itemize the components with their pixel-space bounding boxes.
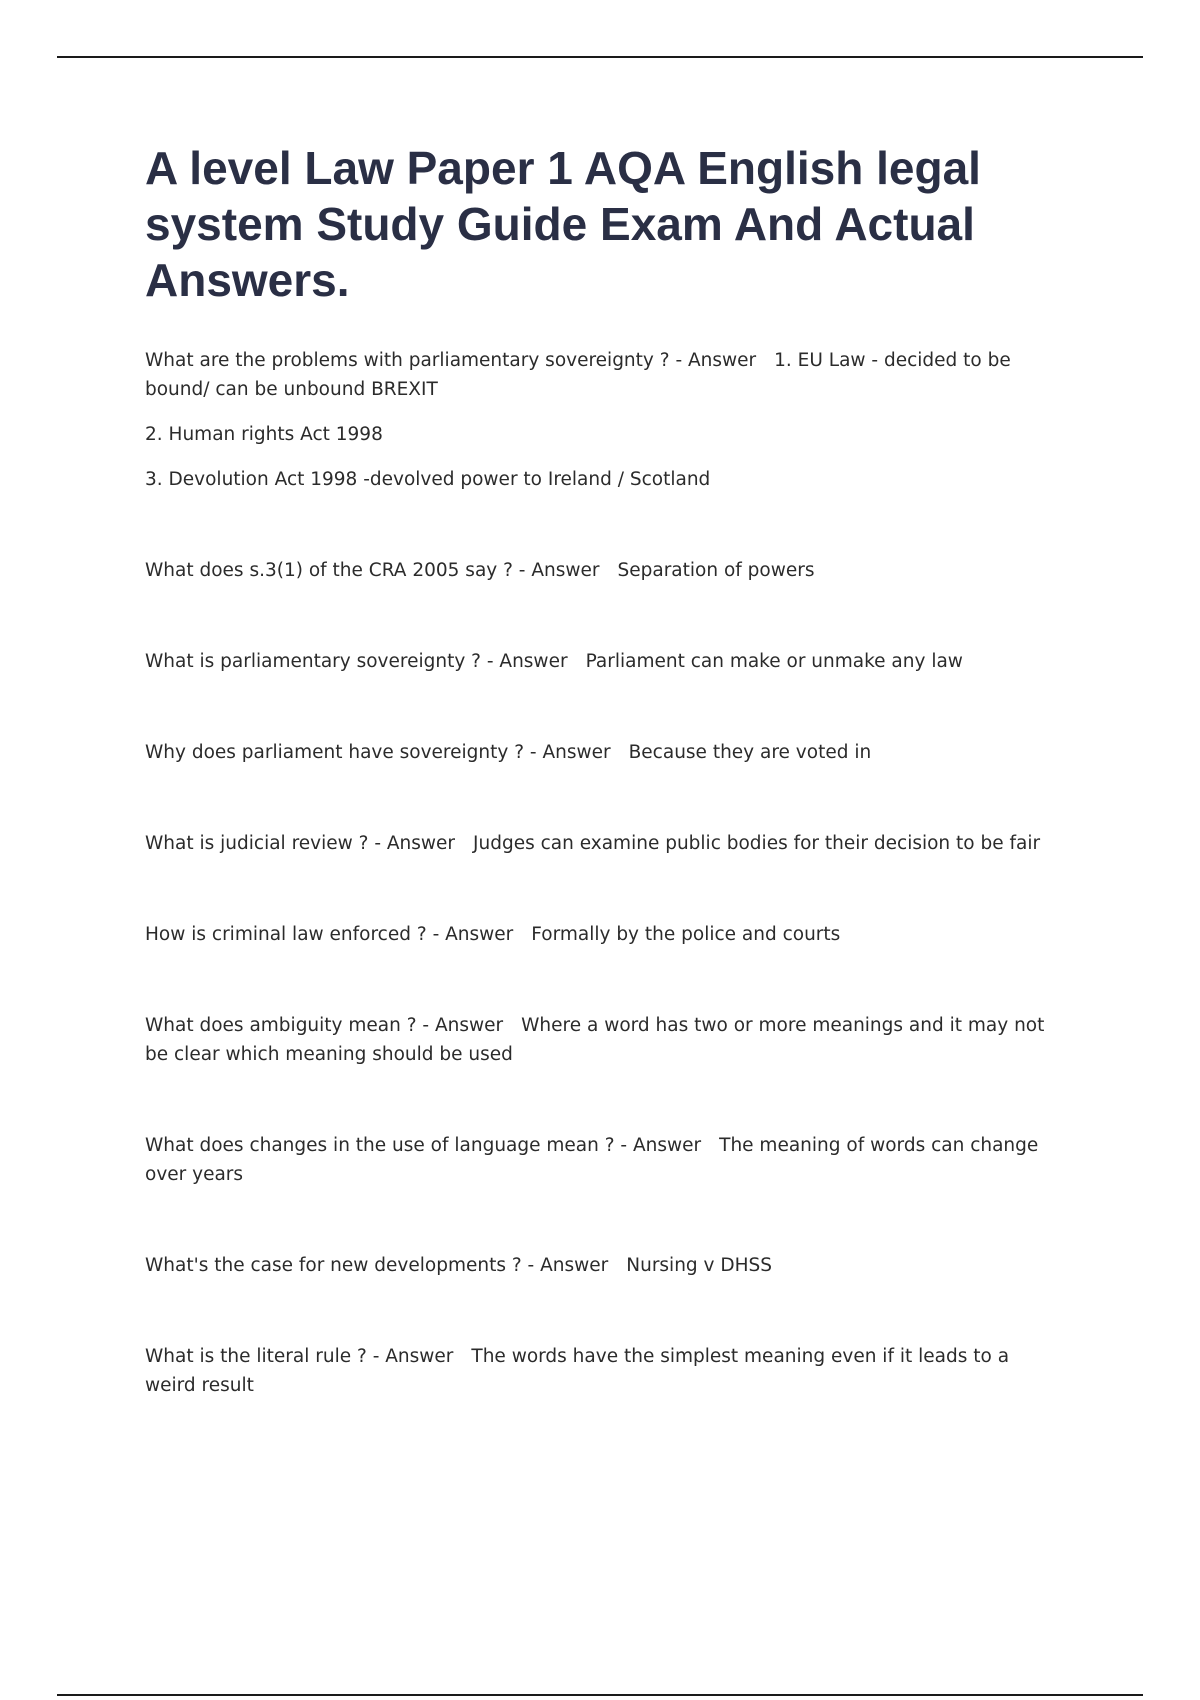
answer-text: Separation of powers [617, 560, 815, 581]
question-text: What does changes in the use of language mean ? - Answer [145, 1135, 702, 1156]
qa-item [145, 556, 1065, 585]
qa-item [145, 1131, 1065, 1189]
answer-text: The words have the simplest meaning even if it leads to a weird result [145, 1346, 1010, 1396]
answer-text: Nursing v DHSS [626, 1255, 773, 1276]
answer-continuation: 3. Devolution Act 1998 -devolved power to Ireland / Scotland [145, 469, 711, 490]
answer-text: Parliament can make or unmake any law [585, 651, 963, 672]
answer-text: The meaning of words can change over years [145, 1135, 1039, 1185]
question-text: What is parliamentary sovereignty ? - Answer [145, 651, 568, 672]
document-body [145, 140, 1065, 1400]
qa-item [145, 1011, 1065, 1069]
question-text: Why does parliament have sovereignty ? - Answer [145, 742, 611, 763]
answer-text: Where a word has two or more meanings and it may not be clear which meaning should be used [145, 1015, 1045, 1065]
qa-item [145, 829, 1065, 858]
answer-text: Judges can examine public bodies for their decision to be fair [473, 833, 1041, 854]
document-title: A level Law Paper 1 AQA English legal system Study Guide Exam And Actual Answers. [145, 142, 981, 306]
top-rule [57, 56, 1143, 58]
qa-item [145, 346, 1065, 404]
answer-text: Formally by the police and courts [531, 924, 841, 945]
question-text: What does s.3(1) of the CRA 2005 say ? - Answer [145, 560, 600, 581]
answer-text: Because they are voted in [628, 742, 872, 763]
question-text: What's the case for new developments ? - Answer [145, 1255, 609, 1276]
question-text: What does ambiguity mean ? - Answer [145, 1015, 504, 1036]
answer-continuation: 2. Human rights Act 1998 [145, 424, 383, 445]
qa-item [145, 738, 1065, 767]
qa-item [145, 1251, 1065, 1280]
question-text: What is the literal rule ? - Answer [145, 1346, 454, 1367]
qa-list [145, 346, 1065, 1400]
qa-item [145, 1342, 1065, 1400]
qa-item [145, 920, 1065, 949]
qa-item [145, 647, 1065, 676]
question-text: What are the problems with parliamentary sovereignty ? - Answer [145, 350, 757, 371]
bottom-rule [57, 1694, 1143, 1696]
answer-text: 1. EU Law - decided to be bound/ can be unbound BREXIT [145, 350, 1011, 400]
question-text: How is criminal law enforced ? - Answer [145, 924, 514, 945]
question-text: What is judicial review ? - Answer [145, 833, 456, 854]
